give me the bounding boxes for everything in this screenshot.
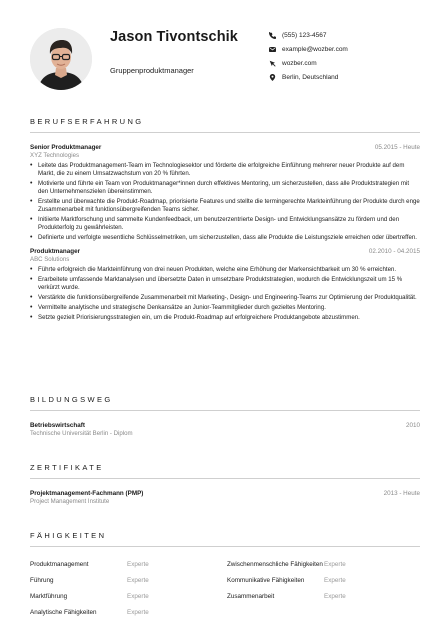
skills-grid	[30, 557, 420, 621]
job-company: XYZ Technologies	[30, 152, 80, 159]
list-item: • Setzte gezielt Priorisierungsstrategien ein, um die Produkt-Roadmap auf erfolgreichere Produktangebote abzustimmen.	[30, 314, 420, 322]
certificate-date: 2013 - Heute	[383, 490, 420, 497]
job-title: Produktmanager	[30, 248, 81, 256]
job-date: 02.2010 - 04.2015	[368, 248, 420, 256]
education-section	[30, 395, 420, 437]
education-date: 2010	[405, 422, 420, 429]
job-bullets	[30, 266, 420, 322]
contact-phone-text[interactable]: (555) 123-4567	[282, 31, 327, 39]
skill-level: Experte	[127, 609, 149, 616]
list-item: • Erarbeitete umfassende Marktanalysen und übersetzte Daten in umsetzbare Produktstrategien, wodurch die Entwicklungszeit um 15 % verkürzt wurde.	[30, 276, 420, 292]
education-title: Betriebswirtschaft	[30, 422, 85, 429]
list-item: • Leitete das Produktmanagement-Team im Technologiesektor und förderte die erfolgreiche Einführung mehrerer neuer Produkte auf dem Markt, die zu einem Umsatzwachstum von 20 % führten.	[30, 162, 420, 178]
contact-location	[268, 70, 348, 84]
person-name: Jason Tivontschik	[110, 29, 238, 45]
job-bullets	[30, 162, 420, 242]
contact-email-text[interactable]: example@wozber.com	[282, 45, 348, 53]
section-divider	[30, 478, 420, 479]
skill-name: Marktführung	[30, 593, 68, 600]
job-company: ABC Solutions	[30, 256, 70, 264]
skill-name: Führung	[30, 577, 54, 584]
certificates-section	[30, 463, 420, 505]
list-item: • Motivierte und führte ein Team von Produktmanager*innen durch effektives Mentoring, um sicherzustellen, dass alle Produktstrategien mit den Unternehmenszielen übereinstimmen.	[30, 180, 420, 196]
certificate-issuer: Project Management Institute	[30, 498, 110, 505]
profile-photo	[30, 28, 92, 90]
skill-level: Experte	[324, 561, 346, 568]
skill-name: Zwischenmenschliche Fähigkeiten	[227, 561, 323, 568]
skill-level: Experte	[324, 577, 346, 584]
section-divider	[30, 546, 420, 547]
education-entry	[30, 422, 420, 437]
section-title-certificates: ZERTIFIKATE	[30, 463, 104, 472]
skill-name: Produktmanagement	[30, 561, 89, 568]
section-title-skills: FÄHIGKEITEN	[30, 531, 107, 540]
section-divider	[30, 132, 420, 133]
skills-section	[30, 531, 420, 621]
skill-level: Experte	[127, 593, 149, 600]
avatar	[30, 28, 92, 90]
education-school: Technische Universität Berlin - Diplom	[30, 430, 133, 437]
list-item: • Erstellte und überwachte die Produkt-Roadmap, priorisierte Features und stellte die termingerechte Markteinführung der Produkte durch enge Zusammenarbeit mit funktionsübergreifenden Teams sicher.	[30, 198, 420, 214]
skill-name: Analytische Fähigkeiten	[30, 609, 97, 616]
contact-location-text: Berlin, Deutschland	[282, 73, 339, 81]
location-icon	[268, 73, 276, 81]
skill-level: Experte	[324, 593, 346, 600]
section-title-education: BILDUNGSWEG	[30, 395, 113, 404]
phone-icon	[268, 31, 276, 39]
list-item: • Verstärkte die funktionsübergreifende Zusammenarbeit mit Marketing-, Design- und Engineering-Teams zur Optimierung der Produktqualität.	[30, 294, 420, 302]
contact-phone	[268, 28, 348, 42]
certificate-title: Projektmanagement-Fachmann (PMP)	[30, 490, 144, 497]
experience-section	[30, 117, 420, 323]
section-divider	[30, 410, 420, 411]
link-icon	[268, 59, 276, 67]
contact-website-text[interactable]: wozber.com	[282, 59, 317, 67]
list-item: • Initiierte Marktforschung und sammelte Kundenfeedback, um benutzerzentrierte Design- und Entwicklungsansätze zu fördern und den Produkterfolg zu gewährleisten.	[30, 216, 420, 232]
certificate-entry	[30, 490, 420, 505]
contact-email	[268, 42, 348, 56]
list-item: • Vermittelte analytische und strategische Denkansätze an Junior-Teammitglieder durch gezieltes Mentoring.	[30, 304, 420, 312]
job-entry	[30, 144, 420, 242]
job-entry	[30, 248, 420, 322]
skill-name: Zusammenarbeit	[227, 593, 275, 600]
email-icon	[268, 45, 276, 53]
section-title-experience: BERUFSERFAHRUNG	[30, 117, 144, 126]
skill-level: Experte	[127, 561, 149, 568]
contact-website	[268, 56, 348, 70]
job-date: 05.2015 - Heute	[374, 144, 420, 151]
skill-name: Kommunikative Fähigkeiten	[227, 577, 305, 584]
list-item: • Führte erfolgreich die Markteinführung von drei neuen Produkten, welche eine Erhöhung der Markensichtbarkeit um 30 % erreichten.	[30, 266, 420, 274]
person-role: Gruppenproduktmanager	[110, 66, 194, 75]
list-item: • Definierte und verfolgte wesentliche Schlüsselmetriken, um sicherzustellen, dass alle Produkte die Leistungsziele erreichen oder übertreffen.	[30, 234, 420, 242]
resume-header	[30, 28, 420, 92]
contact-list	[268, 28, 348, 84]
skill-level: Experte	[127, 577, 149, 584]
job-title: Senior Produktmanager	[30, 144, 102, 151]
